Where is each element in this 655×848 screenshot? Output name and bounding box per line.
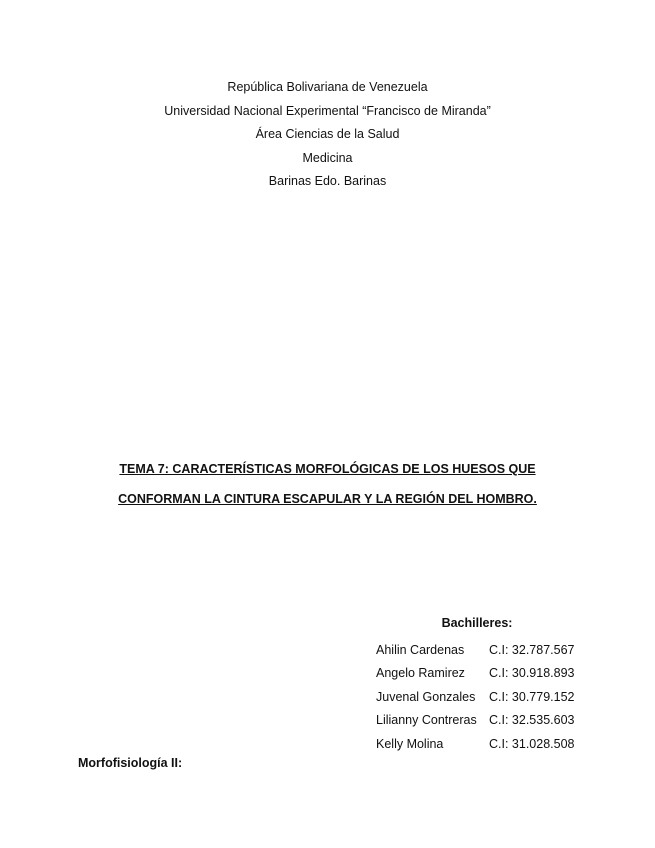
- student-row: [376, 685, 574, 709]
- subject-label: Morfofisiología II:: [78, 756, 183, 770]
- student-name: Ahilin Cardenas: [376, 642, 465, 657]
- header-career: Medicina: [302, 150, 353, 165]
- student-row: [376, 638, 574, 662]
- title-line-2: CONFORMAN LA CINTURA ESCAPULAR Y LA REGIÓN DEL HOMBRO.: [118, 492, 537, 506]
- student-ci: C.I: 30.918.893: [489, 666, 575, 681]
- header-university: Universidad Nacional Experimental “Francisco de Miranda”: [164, 103, 491, 118]
- student-name: Juvenal Gonzales: [376, 689, 476, 704]
- header-area: Área Ciencias de la Salud: [255, 127, 400, 141]
- document-title: [0, 454, 655, 514]
- student-row: [376, 662, 574, 686]
- students-heading: Bachilleres:: [441, 616, 513, 630]
- title-line-1: TEMA 7: CARACTERÍSTICAS MORFOLÓGICAS DE LOS HUESOS QUE: [119, 462, 536, 476]
- student-name: Kelly Molina: [376, 736, 444, 751]
- student-row: [376, 709, 574, 733]
- student-row: [376, 732, 574, 756]
- student-ci: C.I: 30.779.152: [489, 689, 575, 704]
- student-name: Angelo Ramirez: [376, 666, 465, 681]
- student-ci: C.I: 31.028.508: [489, 736, 575, 751]
- students-list: [376, 638, 574, 756]
- header-country: República Bolivariana de Venezuela: [227, 80, 428, 94]
- header-location: Barinas Edo. Barinas: [268, 174, 387, 188]
- student-ci: C.I: 32.787.567: [489, 642, 575, 657]
- student-ci: C.I: 32.535.603: [489, 713, 575, 728]
- student-name: Lilianny Contreras: [376, 713, 477, 728]
- document-header: [0, 76, 655, 194]
